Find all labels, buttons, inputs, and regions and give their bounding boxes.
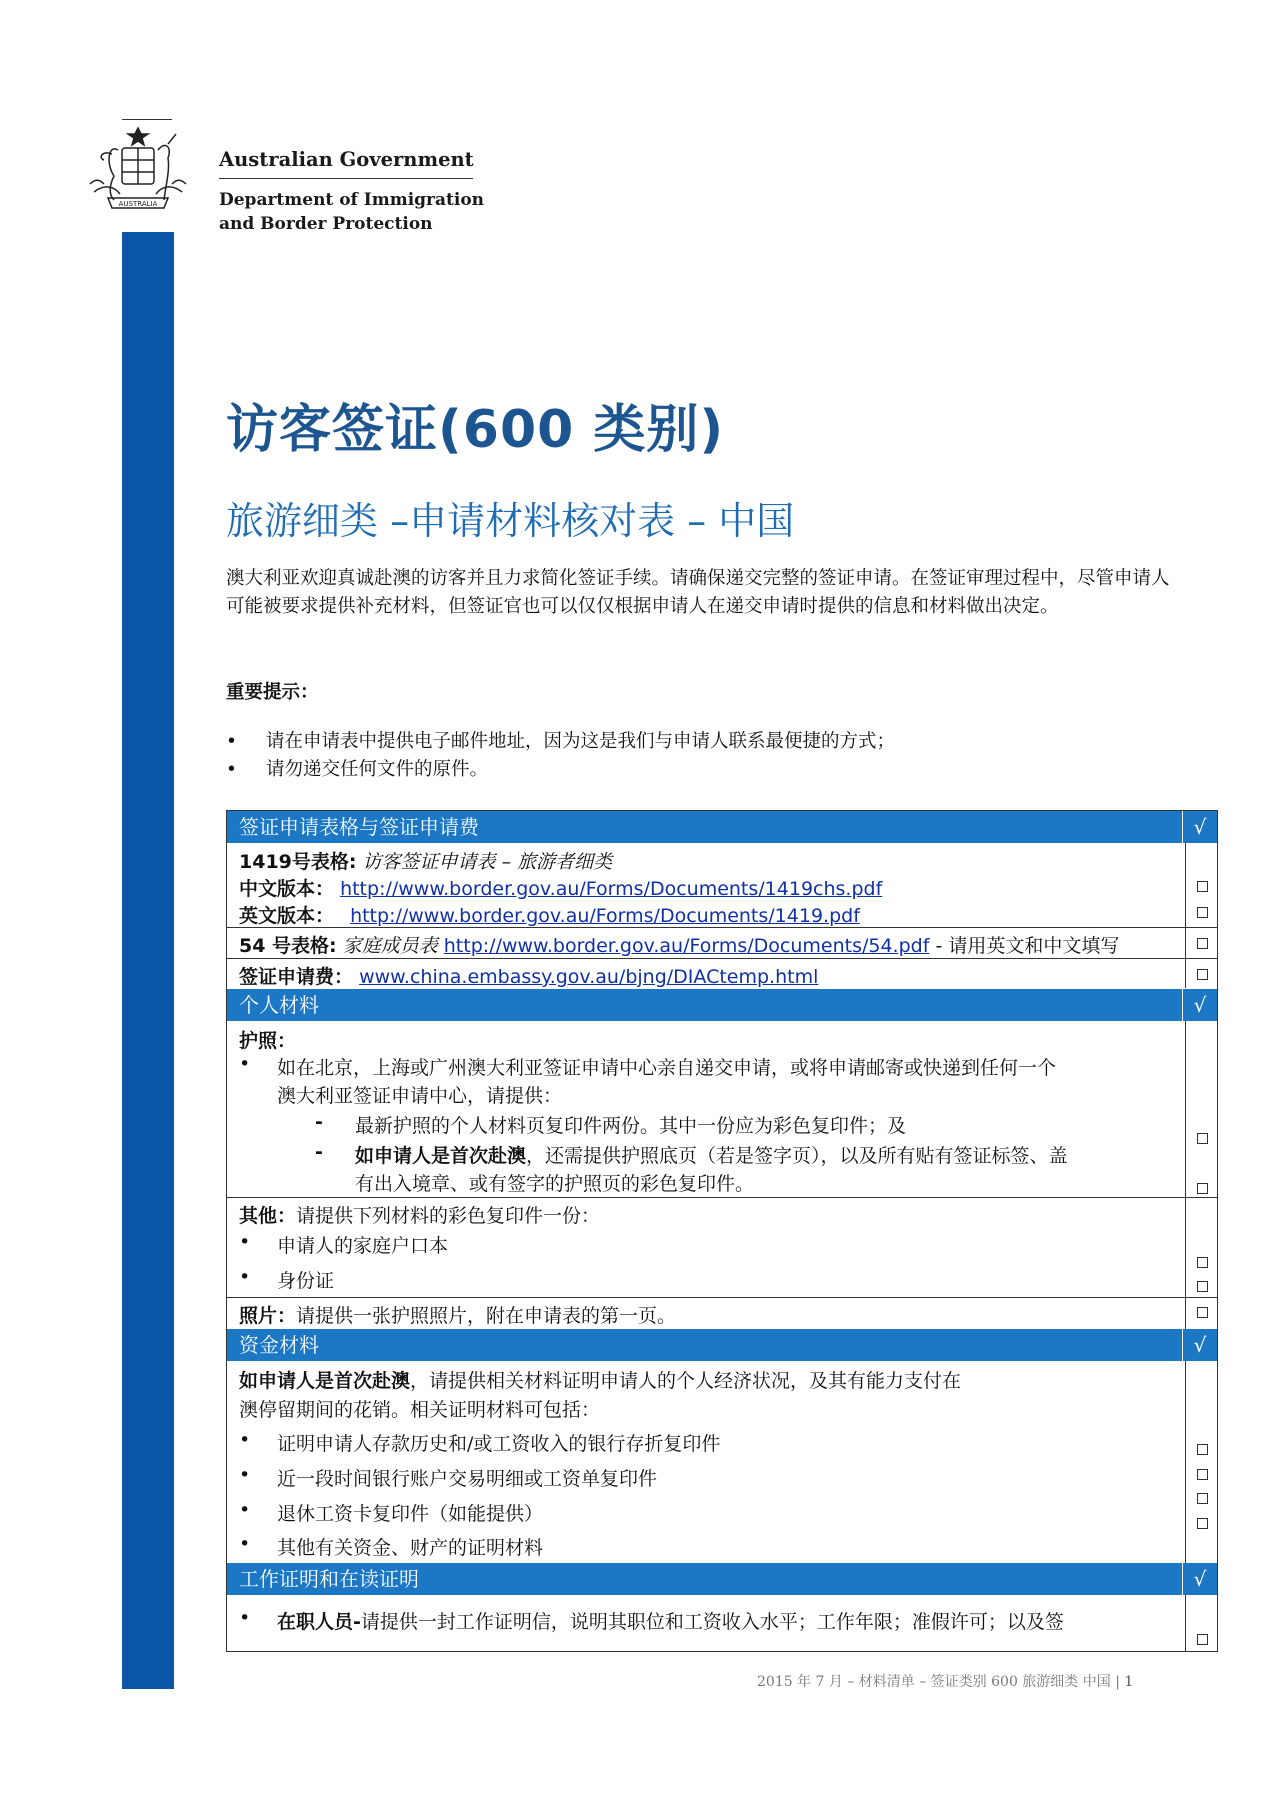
checkbox[interactable] <box>1197 1493 1208 1504</box>
form-54-link[interactable]: http://www.border.gov.au/Forms/Documents/54.pdf <box>443 935 930 957</box>
section-header-personal <box>227 989 1217 1021</box>
other-documents-row <box>239 1201 600 1228</box>
visa-fee-label: 签证申请费： <box>239 966 354 988</box>
form-1419-name: 访客签证申请表 – 旅游者细类 <box>362 851 613 873</box>
list-item: • 请在申请表中提供电子邮件地址，因为这是我们与申请人联系最便捷的方式； <box>226 728 895 756</box>
checkbox[interactable] <box>1197 938 1208 949</box>
bullet-icon: • <box>239 1231 251 1253</box>
page-number: 1 <box>1124 1674 1134 1690</box>
bullet-icon: • <box>239 1607 251 1629</box>
form-54-note: - 请用英文和中文填写 <box>929 935 1120 957</box>
form-54-name: 家庭成员表 <box>342 935 438 957</box>
employed-label: 在职人员- <box>277 1611 361 1633</box>
list-item: 身份证 <box>277 1270 335 1292</box>
important-list <box>226 728 895 784</box>
section-header-employment <box>227 1563 1217 1595</box>
check-mark-icon: √ <box>1182 1329 1217 1361</box>
form-1419-label: 1419号表格: <box>239 851 357 873</box>
other-label: 其他： <box>239 1205 297 1227</box>
visa-fee-row <box>239 962 818 989</box>
important-heading: 重要提示： <box>226 682 319 703</box>
passport-dash-item-2-line-2: 有出入境章、或有签字的护照页的彩色复印件。 <box>355 1173 755 1195</box>
employment-item <box>277 1607 1064 1634</box>
passport-dash-item-1: 最新护照的个人材料页复印件两份。其中一份应为彩色复印件；及 <box>355 1115 907 1137</box>
passport-instruction-line-2: 澳大利亚签证申请中心，请提供： <box>277 1085 563 1107</box>
section-header-forms <box>227 811 1217 843</box>
row-divider <box>227 1297 1217 1298</box>
dash-icon: - <box>315 1141 323 1163</box>
column-divider <box>1185 1021 1186 1360</box>
form-1419-english-link[interactable]: http://www.border.gov.au/Forms/Documents/1419.pdf <box>350 905 860 927</box>
list-item: 证明申请人存款历史和/或工资收入的银行存折复印件 <box>277 1433 721 1455</box>
column-divider <box>1185 1361 1186 1575</box>
checkbox[interactable] <box>1197 907 1208 918</box>
bullet-icon: • <box>239 1266 251 1288</box>
government-name: Australian Government <box>219 148 474 171</box>
photo-row <box>239 1301 676 1328</box>
passport-dash-item-2 <box>355 1141 1068 1168</box>
checkbox[interactable] <box>1197 1307 1208 1318</box>
page-footer <box>757 1671 1133 1691</box>
form-1419-chinese-link[interactable]: http://www.border.gov.au/Forms/Documents/1419chs.pdf <box>340 878 883 900</box>
employment-item-text: 请提供一封工作证明信，说明其职位和工资收入水平；工作年限；准假许可；以及签 <box>360 1611 1064 1633</box>
english-version-row <box>239 901 860 928</box>
page-subtitle: 旅游细类 –申请材料核对表 – 中国 <box>226 499 795 543</box>
english-version-label: 英文版本： <box>239 905 335 927</box>
financial-intro-text: ，请提供相关材料证明申请人的个人经济状况，及其有能力支付在 <box>410 1370 962 1392</box>
check-mark-icon: √ <box>1182 811 1217 843</box>
bullet-icon: • <box>239 1053 251 1075</box>
list-item: • 请勿递交任何文件的原件。 <box>226 756 895 784</box>
checklist-table <box>226 810 1218 1652</box>
photo-text: 请提供一张护照照片，附在申请表的第一页。 <box>296 1305 677 1327</box>
section-title: 个人材料 <box>239 993 319 1017</box>
checkbox[interactable] <box>1197 1469 1208 1480</box>
crest-label: AUSTRALIA <box>118 200 158 208</box>
page-title: 访客签证(600 类别) <box>226 400 725 460</box>
checkbox[interactable] <box>1197 1257 1208 1268</box>
checkbox[interactable] <box>1197 1183 1208 1194</box>
bullet-icon: • <box>239 1429 251 1451</box>
checkbox[interactable] <box>1197 1634 1208 1645</box>
visa-fee-link[interactable]: www.china.embassy.gov.au/bjng/DIACtemp.html <box>359 966 819 988</box>
chinese-version-row <box>239 874 882 901</box>
first-visit-emphasis: 如申请人是首次赴澳 <box>239 1370 411 1392</box>
coat-of-arms-icon <box>84 114 192 216</box>
check-mark-icon: √ <box>1182 1563 1217 1595</box>
column-divider <box>1185 843 1186 988</box>
section-header-financial <box>227 1329 1217 1361</box>
section-title: 资金材料 <box>239 1333 319 1357</box>
bullet-icon: • <box>239 1533 251 1555</box>
department-line-2: and Border Protection <box>219 214 433 234</box>
check-mark-icon: √ <box>1182 989 1217 1021</box>
checkbox[interactable] <box>1197 1281 1208 1292</box>
row-divider <box>227 1197 1217 1198</box>
list-item: 近一段时间银行账户交易明细或工资单复印件 <box>277 1468 658 1490</box>
dash-icon: - <box>315 1111 323 1133</box>
side-accent-bar <box>122 232 174 1689</box>
financial-intro-line-2: 澳停留期间的花销。相关证明材料可包括： <box>239 1399 601 1421</box>
list-item: 退休工资卡复印件（如能提供） <box>277 1503 544 1525</box>
checkbox[interactable] <box>1197 969 1208 980</box>
footer-text: 2015 年 7 月 – 材料清单 – 签证类别 600 旅游细类 中国 | <box>757 1674 1120 1690</box>
bullet-icon: • <box>239 1464 251 1486</box>
row-divider <box>227 927 1217 928</box>
intro-paragraph: 澳大利亚欢迎真诚赴澳的访客并且力求简化签证手续。请确保递交完整的签证申请。在签证审理过程中，尽管申请人可能被要求提供补充材料，但签证官也可以仅仅根据申请人在递交申请时提供的信息和材料做出决定。 <box>226 568 1170 617</box>
first-visit-emphasis: 如申请人是首次赴澳 <box>355 1145 527 1167</box>
financial-intro-line-1 <box>239 1366 961 1393</box>
column-divider <box>1185 1595 1186 1651</box>
checkbox[interactable] <box>1197 881 1208 892</box>
other-text: 请提供下列材料的彩色复印件一份： <box>296 1205 601 1227</box>
logo-divider <box>219 178 473 179</box>
section-title: 签证申请表格与签证申请费 <box>239 815 479 839</box>
chinese-version-label: 中文版本： <box>239 878 335 900</box>
passport-dash-item-2-text: ，还需提供护照底页（若是签字页），以及所有贴有签证标签、盖 <box>526 1145 1068 1167</box>
photo-label: 照片： <box>239 1305 297 1327</box>
list-item: 其他有关资金、财产的证明材料 <box>277 1537 544 1559</box>
department-name <box>219 188 484 236</box>
passport-label: 护照： <box>239 1030 297 1052</box>
department-line-1: Department of Immigration <box>219 190 485 210</box>
form-54-label: 54 号表格: <box>239 935 337 957</box>
form-54-row <box>239 931 1119 958</box>
checkbox[interactable] <box>1197 1444 1208 1455</box>
list-item: 申请人的家庭户口本 <box>277 1235 449 1257</box>
passport-instruction-line-1: 如在北京，上海或广州澳大利亚签证申请中心亲自递交申请，或将申请邮寄或快递到任何一个 <box>277 1057 1057 1079</box>
checkbox[interactable] <box>1197 1518 1208 1529</box>
form-1419-row <box>239 847 612 874</box>
section-title: 工作证明和在读证明 <box>239 1567 419 1591</box>
checkbox[interactable] <box>1197 1133 1208 1144</box>
row-divider <box>227 958 1217 959</box>
bullet-icon: • <box>239 1499 251 1521</box>
